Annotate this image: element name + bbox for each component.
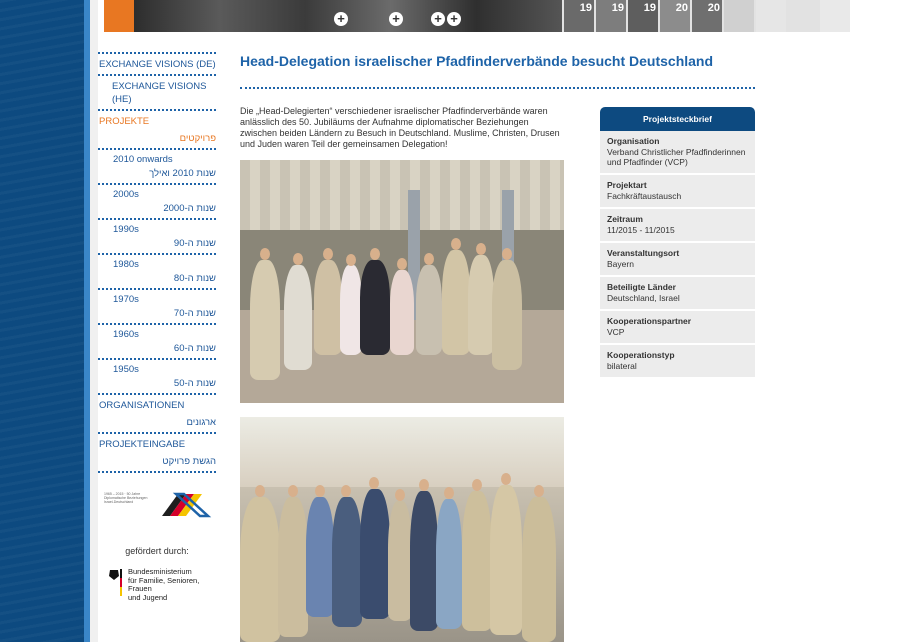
funded-by-label: gefördert durch:	[125, 546, 189, 556]
nav-2010-onwards-he[interactable]: שנות 2010 ואילך	[149, 168, 216, 179]
nav-1970s[interactable]: 1970s	[113, 294, 139, 305]
page-gutter	[90, 0, 98, 642]
nav-exchange-visions-de[interactable]: EXCHANGE VISIONS (DE)	[99, 59, 216, 70]
nav-exchange-visions-he[interactable]: EXCHANGE VISIONS (HE)	[112, 81, 207, 105]
eagle-icon	[106, 568, 122, 598]
profile-row-kooperationstyp: Kooperationstyp bilateral	[600, 345, 755, 379]
profile-row-zeitraum: Zeitraum 11/2015 - 11/2015	[600, 209, 755, 243]
profile-row-organisation: Organisation Verband Christlicher Pfadfinderinnen und Pfadfinder (VCP)	[600, 131, 755, 175]
nav-1970s-he[interactable]: שנות ה-70	[173, 308, 216, 319]
decade-tile[interactable]: 20	[660, 0, 690, 32]
decade-tile-empty	[756, 0, 786, 32]
profile-row-kooperationspartner: Kooperationspartner VCP	[600, 311, 755, 345]
nav-2000s[interactable]: 2000s	[113, 189, 139, 200]
decade-tile[interactable]: 20	[692, 0, 722, 32]
page-title: Head-Delegation israelischer Pfadfinderverbände besucht Deutschland	[240, 53, 714, 69]
jubilee-logo-text: 1965 – 2015 · 50 Jahre Diplomatische Beziehungen Israel-Deutschland	[104, 492, 148, 504]
nav-projekte-he[interactable]: פרויקטים	[179, 133, 216, 144]
nav-1960s-he[interactable]: שנות ה-60	[173, 343, 216, 354]
sidebar-nav	[98, 52, 216, 512]
nav-organisationen[interactable]: ORGANISATIONEN	[99, 400, 185, 411]
plus-icon[interactable]: +	[389, 12, 403, 26]
nav-1990s-he[interactable]: שנות ה-90	[173, 238, 216, 249]
title-divider	[240, 87, 755, 89]
ministry-name: Bundesministerium für Familie, Senioren, Frauen und Jugend	[128, 567, 200, 602]
decade-tile[interactable]: 19	[564, 0, 594, 32]
project-profile	[600, 107, 755, 379]
intro-text: Die „Head-Delegierten“ verschiedener israelischer Pfadfinderverbände waren anlässlich des 50. Jubiläums der Aufnahme diplomatischer Beziehungen zwischen beiden Ländern zu Besuch in Deutschland. Muslime, Christen, Drusen und Juden waren Teil der gemeinsamen Delegation!	[240, 106, 560, 149]
nav-1950s[interactable]: 1950s	[113, 364, 139, 375]
group-photo-airport[interactable]	[240, 160, 564, 403]
profile-row-veranstaltungsort: Veranstaltungsort Bayern	[600, 243, 755, 277]
ministry-logo[interactable]	[106, 568, 214, 604]
nav-1980s-he[interactable]: שנות ה-80	[173, 273, 216, 284]
decade-tile[interactable]: 19	[628, 0, 658, 32]
profile-row-projektart: Projektart Fachkräftaustausch	[600, 175, 755, 209]
decade-tile-empty	[788, 0, 818, 32]
profile-title: Projektsteckbrief	[600, 107, 755, 131]
decade-tile-empty	[820, 0, 850, 32]
decade-tile-empty	[724, 0, 754, 32]
nav-2010-onwards[interactable]: 2010 onwards	[113, 154, 173, 165]
header-photo	[134, 0, 562, 32]
header-banner	[104, 0, 848, 32]
nav-1960s[interactable]: 1960s	[113, 329, 139, 340]
header-orange-block	[104, 0, 134, 32]
jubilee-logo-icon	[158, 490, 212, 520]
nav-organisationen-he[interactable]: ארגונים	[186, 417, 216, 428]
plus-icon[interactable]: +	[334, 12, 348, 26]
page-background-left	[0, 0, 84, 642]
decade-tile[interactable]: 19	[596, 0, 626, 32]
plus-icon[interactable]: +	[431, 12, 445, 26]
nav-1950s-he[interactable]: שנות ה-50	[173, 378, 216, 389]
group-photo-indoor[interactable]	[240, 417, 564, 642]
nav-1990s[interactable]: 1990s	[113, 224, 139, 235]
profile-row-beteiligte-laender: Beteiligte Länder Deutschland, Israel	[600, 277, 755, 311]
main-content	[240, 52, 760, 89]
nav-projekte[interactable]: PROJEKTE	[99, 116, 150, 127]
plus-icon[interactable]: +	[447, 12, 461, 26]
nav-2000s-he[interactable]: שנות ה-2000	[163, 203, 216, 214]
funded-by-box	[98, 476, 216, 642]
nav-1980s[interactable]: 1980s	[113, 259, 139, 270]
nav-projekteingabe[interactable]: PROJEKTEINGABE	[99, 439, 186, 450]
nav-projekteingabe-he[interactable]: הגשת פרויקט	[162, 456, 216, 467]
